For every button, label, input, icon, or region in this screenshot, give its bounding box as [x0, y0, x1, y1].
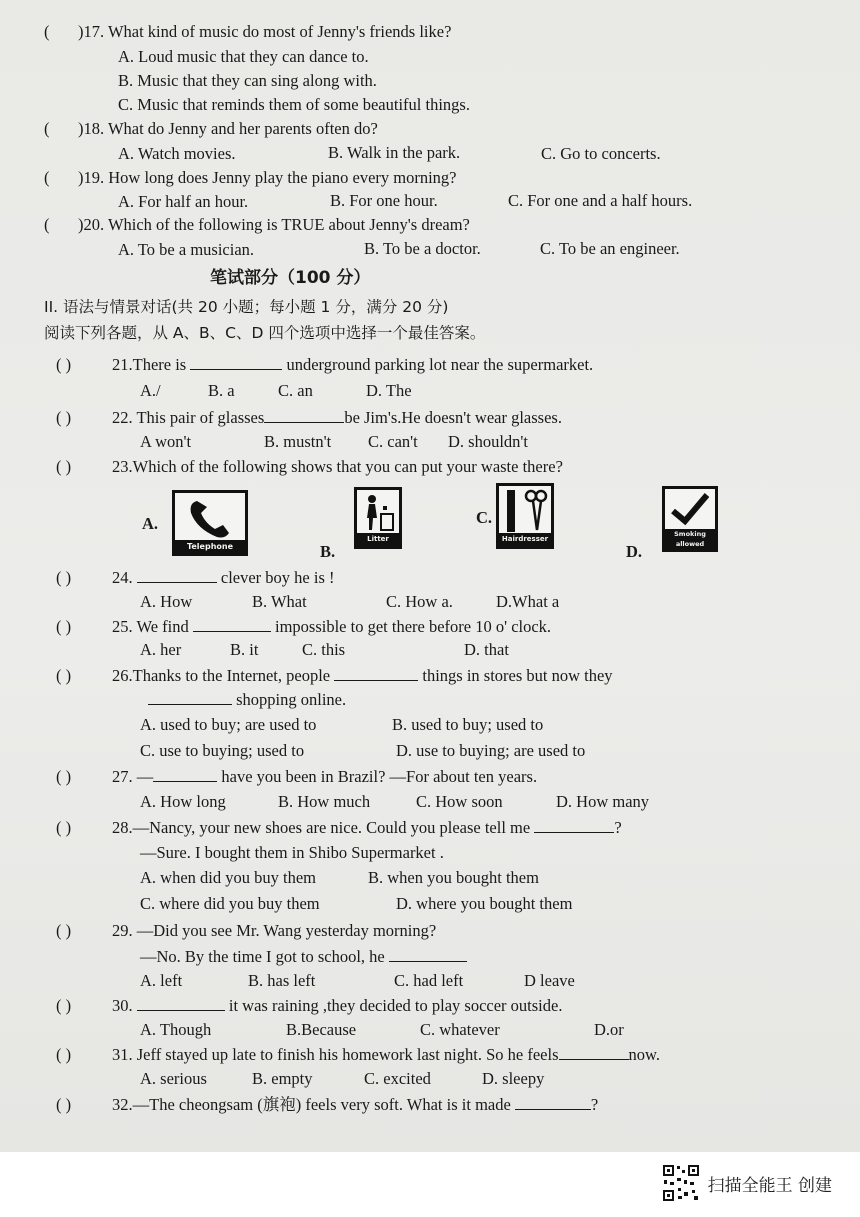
- q30-question: ( ) 30. it was raining ,they decided to play soccer outside.: [56, 996, 563, 1015]
- q27-options: A. How long B. How much C. How soon D. How many: [140, 792, 650, 811]
- q23-label-b: B.: [320, 542, 336, 561]
- q20-option-b: B. To be a doctor.: [364, 239, 481, 258]
- q17-question: ( )17. What kind of music do most of Jenny's friends like?: [44, 22, 452, 41]
- q30-options: A. Though B.Because C. whatever D.or: [140, 1020, 624, 1039]
- q28-question: ( ) 28.—Nancy, your new shoes are nice. Could you please tell me ?: [56, 818, 622, 837]
- q26-question: ( ) 26.Thanks to the Internet, people things in stores but now they: [56, 666, 613, 685]
- q18-option-b: B. Walk in the park.: [328, 143, 461, 162]
- qr-code-icon: [662, 1164, 700, 1202]
- q23-label-d: D.: [626, 542, 643, 561]
- q20-option-c: C. To be an engineer.: [540, 239, 680, 258]
- q26-options-cd: C. use to buying; used to D. use to buying; are used to: [140, 741, 586, 760]
- q22-question: ( ) 22. This pair of glasses be Jim's.He doesn't wear glasses.: [56, 408, 562, 427]
- sign-litter: Litter: [354, 487, 402, 549]
- q32-question: ( ) 32.—The cheongsam (旗袍) feels very soft. What is it made ?: [56, 1095, 599, 1114]
- q27-question: ( ) 27. — have you been in Brazil? —For about ten years.: [56, 767, 538, 786]
- q23-label-c: C.: [476, 508, 493, 527]
- q26-options-ab: A. used to buy; are used to B. used to buy; used to: [140, 715, 544, 734]
- q24-question: ( ) 24. clever boy he is !: [56, 568, 335, 587]
- q20-option-a: A. To be a musician.: [118, 240, 255, 259]
- q17-option-a: A. Loud music that they can dance to.: [118, 47, 369, 66]
- q31-options: A. serious B. empty C. excited D. sleepy: [140, 1069, 545, 1088]
- sign-hairdresser: Hairdresser: [496, 483, 554, 549]
- q22-options: A won't B. mustn't C. can't D. shouldn't: [140, 432, 528, 451]
- q21-question: ( ) 21.There is underground parking lot near the supermarket.: [56, 355, 594, 374]
- section2-heading: II. 语法与情景对话(共 20 小题；每小题 1 分，满分 20 分): [44, 298, 449, 316]
- q28-line2: —Sure. I bought them in Shibo Supermarket .: [140, 843, 444, 862]
- q25-options: A. her B. it C. this D. that: [140, 640, 509, 659]
- q17-option-b: B. Music that they can sing along with.: [118, 71, 377, 90]
- scanner-watermark: [662, 1171, 832, 1195]
- q28-options-cd: C. where did you buy them D. where you bought them: [140, 894, 573, 913]
- q31-question: ( ) 31. Jeff stayed up late to finish his homework last night. So he feels now.: [56, 1045, 660, 1064]
- q19-option-c: C. For one and a half hours.: [508, 191, 693, 210]
- q19-option-b: B. For one hour.: [330, 191, 438, 210]
- q25-question: ( ) 25. We find impossible to get there before 10 o' clock.: [56, 617, 552, 636]
- q18-option-a: A. Watch movies.: [118, 144, 236, 163]
- sign-telephone: Telephone: [172, 490, 248, 556]
- smoking-allowed-icon: [665, 489, 715, 529]
- scissors-comb-icon: [499, 486, 551, 536]
- q29-question: ( ) 29. —Did you see Mr. Wang yesterday morning?: [56, 921, 437, 940]
- q23-question: ( ) 23.Which of the following shows that you can put your waste there?: [56, 457, 563, 476]
- telephone-icon: [175, 493, 245, 543]
- q24-options: A. How B. What C. How a. D.What a: [140, 592, 560, 611]
- section2-instruction: 阅读下列各题，从 A、B、C、D 四个选项中选择一个最佳答案。: [44, 324, 486, 342]
- q19-question: ( )19. How long does Jenny play the piano every morning?: [44, 168, 457, 187]
- q23-label-a: A.: [142, 514, 159, 533]
- q17-option-c: C. Music that reminds them of some beautiful things.: [118, 95, 470, 114]
- q29-line2: —No. By the time I got to school, he: [140, 947, 467, 967]
- scanner-brand-text: 扫描全能王 创建: [707, 1175, 832, 1196]
- q20-question: ( )20. Which of the following is TRUE about Jenny's dream?: [44, 215, 470, 234]
- q28-options-ab: A. when did you buy them B. when you bought them: [140, 868, 539, 887]
- q26-line2: shopping online.: [148, 690, 346, 710]
- q18-option-c: C. Go to concerts.: [541, 144, 661, 163]
- q19-option-a: A. For half an hour.: [118, 192, 249, 211]
- litter-bin-icon: [357, 490, 399, 536]
- q29-options: A. left B. has left C. had left D leave: [140, 971, 575, 990]
- q21-options: A./ B. a C. an D. The: [140, 381, 412, 400]
- section-title: 笔试部分（100 分）: [210, 268, 371, 288]
- q18-question: ( )18. What do Jenny and her parents often do?: [44, 119, 378, 138]
- sign-smoking-allowed: Smoking allowed: [662, 486, 718, 552]
